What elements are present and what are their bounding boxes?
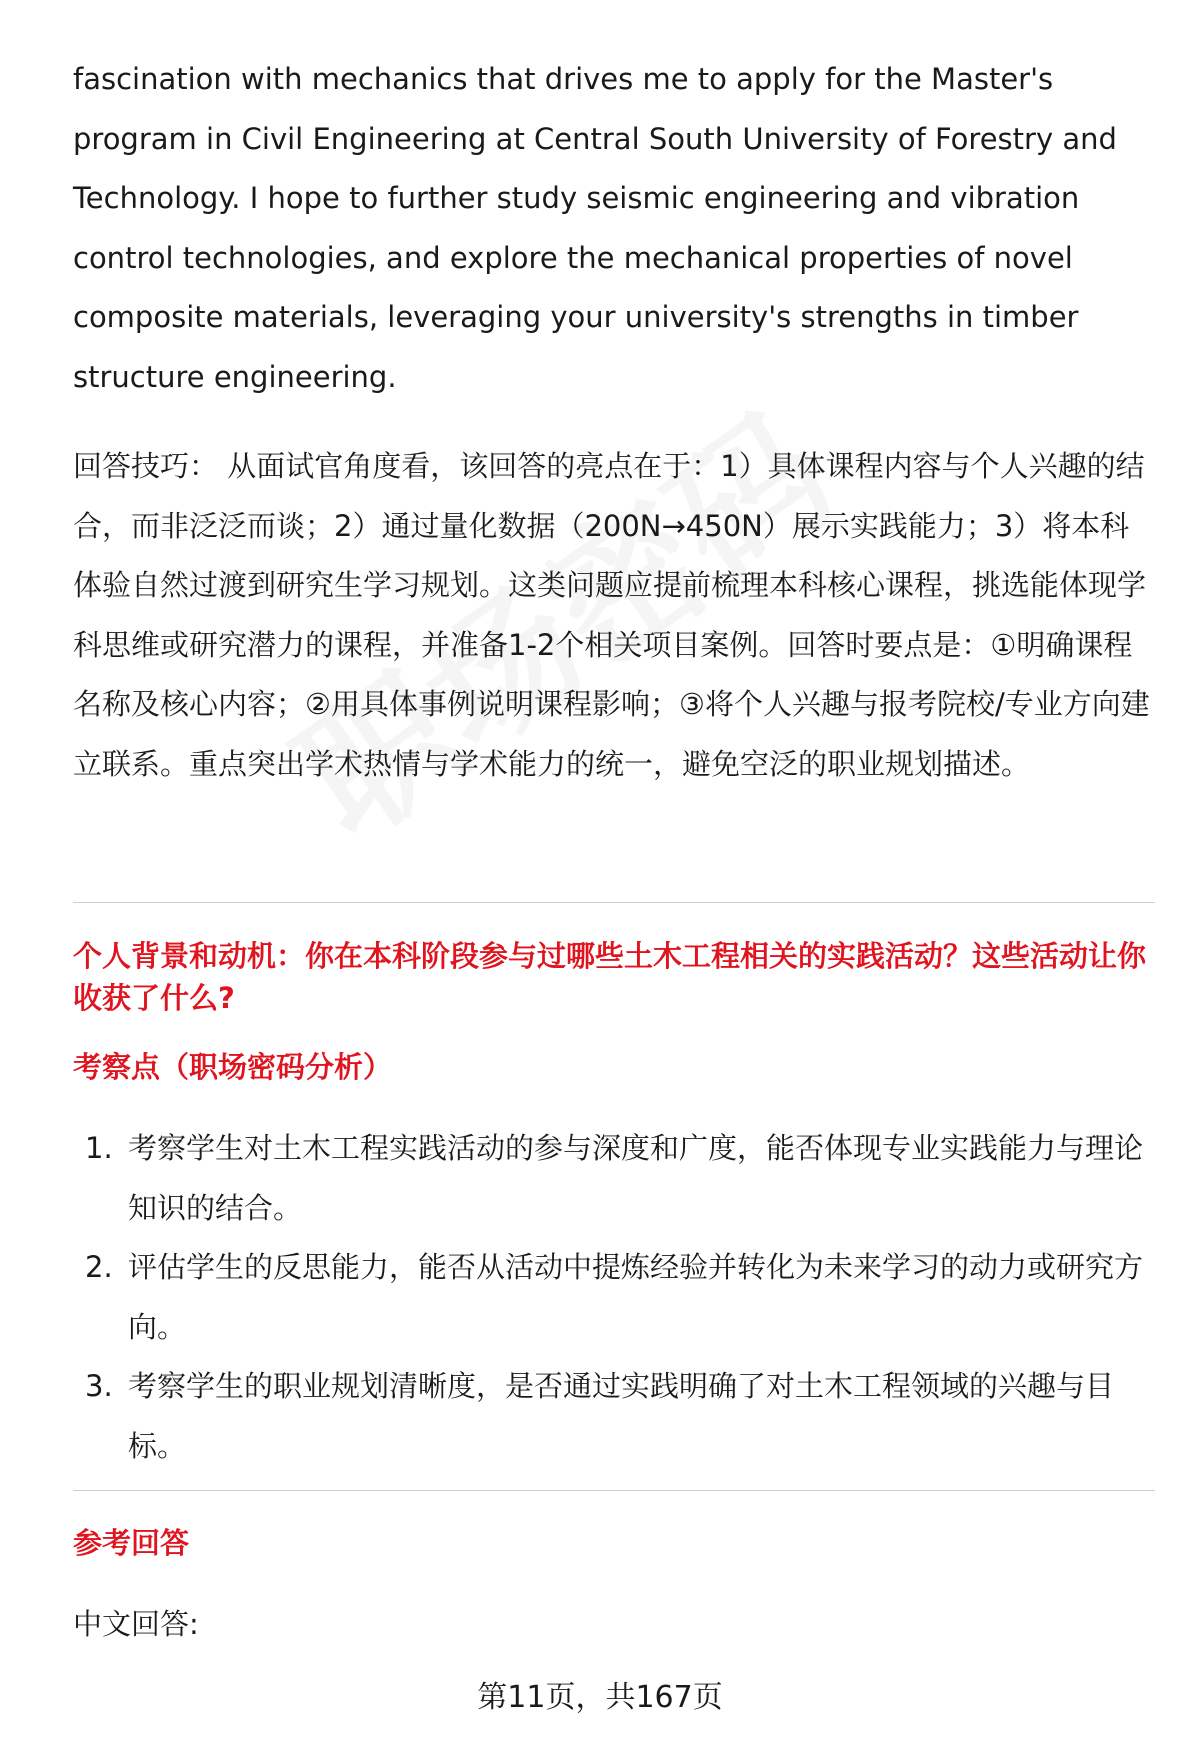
list-item-text: 考察学生的职业规划清晰度，是否通过实践明确了对土木工程领域的兴趣与目标。 — [128, 1369, 1115, 1463]
list-item-number: 1. — [85, 1131, 113, 1165]
divider — [73, 1490, 1155, 1491]
list-item-number: 3. — [85, 1369, 113, 1403]
page-footer: 第11页，共167页 — [477, 1680, 723, 1715]
list-item-text: 考察学生对土木工程实践活动的参与深度和广度，能否体现专业实践能力与理论知识的结合。 — [128, 1131, 1144, 1225]
chinese-answer-label: 中文回答: — [73, 1607, 199, 1641]
analysis-heading: 考察点（职场密码分析） — [73, 1050, 393, 1084]
list-item-text: 评估学生的反思能力，能否从活动中提炼经验并转化为未来学习的动力或研究方向。 — [128, 1250, 1144, 1344]
list-item — [73, 1357, 1155, 1476]
divider — [73, 902, 1155, 903]
answer-tips-paragraph: 回答技巧： 从面试官角度看，该回答的亮点在于：1）具体课程内容与个人兴趣的结合，而非泛泛而谈；2）通过量化数据（200N→450N）展示实践能力；3）将本科体验自然过渡到研究生学习规划。这类问题应提前梳理本科核心课程，挑选能体现学科思维或研究潜力的课程，并准备1-2个相关项目案例。回答时要点是：①明确课程名称及核心内容；②用具体事例说明课程影响；③将个人兴趣与报考院校/专业方向建立联系。重点突出学术热情与学术能力的统一，避免空泛的职业规划描述。 — [73, 449, 1150, 781]
question-heading: 个人背景和动机：你在本科阶段参与过哪些土木工程相关的实践活动？这些活动让你收获了什么? — [73, 939, 1147, 1015]
list-item-number: 2. — [85, 1250, 113, 1284]
list-item — [73, 1238, 1155, 1357]
reference-answer-heading: 参考回答 — [73, 1526, 190, 1560]
intro-paragraph: fascination with mechanics that drives me to apply for the Master's program in Civil Engineering at Central South University of Forestry and Technology. I hope to further study seismic engineering and vibration control technologies, and explore the mechanical properties of novel composite materials, leveraging your university's strengths in timber structure engineering. — [73, 62, 1117, 394]
list-item — [73, 1119, 1155, 1238]
analysis-points-list — [73, 1119, 1155, 1476]
